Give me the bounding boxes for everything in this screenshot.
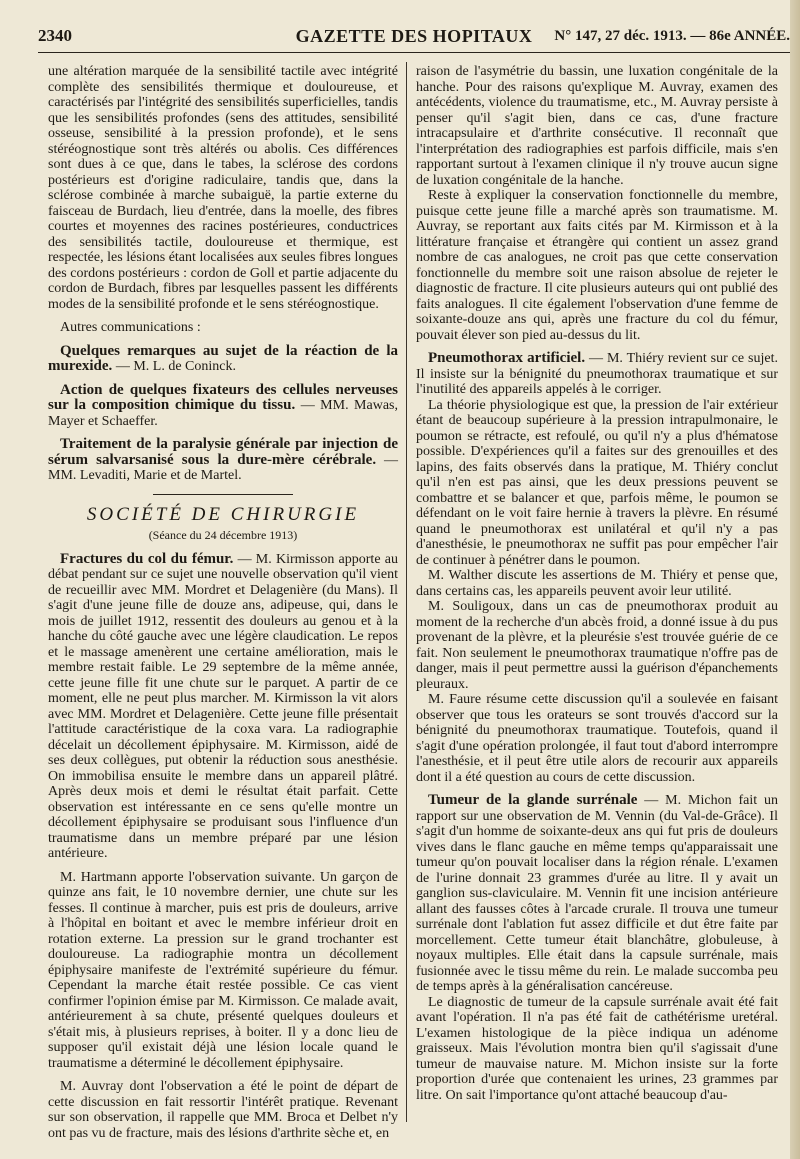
page-edge-stain — [790, 0, 800, 1159]
entry-title: Traitement de la paralysie générale par injection de sérum salvarsanisé sous la dure-mère cérébrale. — [48, 436, 398, 468]
paragraph: La théorie physiologique est que, la pression de l'air extérieur étant de beaucoup supérieure à la pression intrapulmonaire, le poumon se rétracte, est refoulé, ou qu'il n'y a plus d'hématose possible. D'expériences qu'il a faites sur des grenouilles et des lapins, des faits observés dans la pratique, M. Thiéry conclut qu'il n'en est pas ainsi, que les deux pressions peuvent se combattre et se balancer et que, parfois même, le poumon se défendant on le voit faire hernie à travers la plèvre. En résumé quand le pneumothorax est unilatéral et qu'il n'y a pas d'anesthésie, le pneumothorax ne suffit pas pour empêcher l'air de continuer à pénétrer dans le poumon. — [416, 397, 778, 568]
issue-info: N° 147, 27 déc. 1913. — 86e ANNÉE. — [554, 28, 790, 44]
column-divider — [406, 62, 407, 1122]
paragraph: Reste à expliquer la conservation fonctionnelle du membre, puisque cette jeune fille a marché après son traumatisme. M. Auvray, se reportant aux faits cités par M. Kirmisson et à la littérature française et étrangère qui contient un assez grand nombre de cas analogues, ne croit pas que cette conservation fonctionnelle du membre soit une raison absolue de rejeter le diagnostic de fracture. Il cite plusieurs auteurs qui ont publié des faits analogues. Il cite également l'observation d'une femme de soixante-douze ans qui, après une fracture du col du fémur, pouvait élever son pied au-dessus du lit. — [416, 188, 778, 343]
article-entry — [416, 793, 778, 995]
entry-title: Pneumothorax artificiel. — [428, 350, 586, 366]
article-entry — [48, 552, 398, 862]
entry-text: — M. Michon fait un rapport sur une observation de M. Vennin (du Val-de-Grâce). Il s'agit d'un homme de soixante-deux ans qui fut pris de douleurs vives dans le flanc gauche en même temps qu'apparaissait une tumeur qu'on pouvait localiser dans la région rénale. L'examen de l'urine donnait 23 grammes d'urée au litre. Il y avait un ganglion sus-claviculaire. M. Vennin fit une incision antérieure allant des fausses côtes à l'arcade crurale. Il trouva une tumeur surrénale dont l'ablation fut assez difficile et dut être faite par morcellement. Cette tumeur était blanchâtre, globuleuse, à noyaux multiples. Elle était dans la capsule surrénale, mais fusionnée avec le tissu même du rein. Le malade succomba peu de temps après à la généralisation cancéreuse. — [416, 793, 778, 994]
journal-title: GAZETTE DES HOPITAUX — [295, 26, 533, 46]
paragraph: une altération marquée de la sensibilité tactile avec intégrité complète des sensibilités thermique et douloureuse, et caractérisés par l'intégrité des sensibilités superficielles, tandis que les sensibilités profondes (sens des attitudes, sensibilité osseuse, sensibilité à la pression profonde), et le sens stéréognostique sont très altérés ou abolis. Ces différences sont dues à ce que, dans le tabes, la sclérose des cordons postérieurs est d'origine radiculaire, tandis que, dans la sclérose combinée à marche subaiguë, la partie externe du faisceau de Burdach, lieu d'entrée, dans la moelle, des fibres courtes et moyennes des racines postérieures, conductrices des sensibilités tactile, douloureuse et thermique, est respectée, les lésions étant localisées aux seules fibres longues des cordons postérieurs : cordon de Goll et partie adjacente du cordon de Burdach, fibres par lesquelles passent les différents modes de la sensibilité profonde et le sens stéréognostique. — [48, 64, 398, 312]
communication-entry — [48, 437, 398, 484]
paragraph: raison de l'asymétrie du bassin, une luxation congénitale de la hanche. Pour des raisons qu'explique M. Auvray, examen des antécédents, violence du traumatisme, etc., M. Auvray persiste à penser qu'il s'agit bien, dans ce cas, d'une fracture intracapsulaire et d'arthrite consécutive. Il reconnaît que l'interprétation des radiographies est parfois difficile, mais s'en rapportant surtout à l'examen clinique il n'y trouve aucun signe de luxation congénitale de la hanche. — [416, 64, 778, 188]
paragraph: Le diagnostic de tumeur de la capsule surrénale avait été fait avant l'opération. Il n'a pas été fait de cathétérisme uretéral. L'examen histologique de la pièce indiqua un adénome graisseux. Mais l'évolution montra bien qu'il s'agissait d'une tumeur de mauvaise nature. M. Michon insiste sur la forte proportion d'urée que contenaient les urines, 23 grammes par litre. On sait l'importance qu'ont attaché beaucoup d'au- — [416, 994, 778, 1103]
entry-title: Action de quelques fixateurs des cellules nerveuses sur la composition chimique du tissu. — [48, 381, 398, 413]
ornament-rule — [153, 494, 293, 495]
article-entry — [416, 351, 778, 398]
paragraph: M. Hartmann apporte l'observation suivante. Un garçon de quinze ans fait, le 10 novembre dernier, une chute sur les fesses. Il continue à marcher, puis est pris de douleurs, arrive à l'hôpital en boitant et avec le membre inférieur droit en rotation externe. La pression sur le grand trochanter est douloureuse. La radiographie montra un décollement épiphysaire manifeste de l'extrémité supérieure du fémur. Cependant la marche était restée possible. Ce cas vient confirmer l'opinion émise par M. Kirmisson. Ce malade avait, antérieurement à sa chute, présenté quelques douleurs et s'était mis, à plusieurs reprises, à boiter. Il y a donc lieu de supposer qu'il existait déjà une lésion locale quand le traumatisme a déterminé le décollement épiphysaire. — [48, 869, 398, 1071]
entry-title: Fractures du col du fémur. — [60, 550, 234, 567]
communication-entry — [48, 383, 398, 430]
society-heading: SOCIÉTÉ DE CHIRURGIE — [86, 503, 360, 525]
session-date: (Séance du 24 décembre 1913) — [148, 528, 298, 542]
left-column — [48, 64, 398, 1141]
entry-title: Quelques remarques au sujet de la réaction de la murexide. — [48, 342, 398, 374]
communication-entry — [48, 344, 398, 375]
entry-text: — M. Thiéry revient sur ce sujet. Il insiste sur la bénignité du pneumothorax traumatique et sur l'inutilité des appareils appelés à le corriger. — [416, 351, 778, 397]
paragraph: M. Faure résume cette discussion qu'il a soulevée en faisant observer que tous les orateurs se sont trouvés d'accord sur la bénignité du pneumothorax traumatique. Toutefois, quand il s'agit d'une opération prolongée, il faut tout d'abord interrompre l'anesthésie, et il peut être utile alors de recourir aux appareils dont il a été question au cours de cette discussion. — [416, 692, 778, 785]
paragraph: M. Walther discute les assertions de M. Thiéry et pense que, dans certains cas, les appareils peuvent avoir leur utilité. — [416, 568, 778, 599]
entry-text: — M. Kirmisson apporte au débat pendant sur ce sujet une nouvelle observation qu'il vient de recueillir avec MM. Mordret et Delagenière (du Mans). Il s'agit d'une jeune fille de douze ans, adipeuse, qui, dans le mois de juillet 1912, ressentit des douleurs au genou et à la hanche du côté gauche avec une légère claudication. Le repos et le massage amenèrent une certaine amélioration, mais le membre restait faible. Le 29 septembre de la même année, cette jeune fille fit une chute sur le parquet. A partir de ce moment, elle ne peut plus marcher. M. Kirmisson la vit alors avec MM. Mordret et Delagenière. Cette jeune fille présentait l'attitude caractéristique de la coxa vara. La radiographie décelait un décollement épiphysaire. M. Kirmisson, aidé de ses deux collègues, put obtenir la réduction sous anesthésie. On immobilisa ensuite le membre dans un appareil plâtré. Après deux mois et demi le résultat était parfait. Cette observation est intéressante en ce sens qu'elle montre un décollement épiphysaire se produisant sous l'influence d'un traumatisme dans un membre préparé par une lésion antérieure. — [48, 551, 398, 861]
entry-authors: — M. L. de Coninck. — [112, 359, 236, 374]
other-communications-label: Autres communications : — [60, 320, 201, 335]
entry-authors: — MM. Levaditi, Marie et de Martel. — [48, 452, 398, 483]
paragraph: M. Souligoux, dans un cas de pneumothorax produit au moment de la recherche d'un abcès froid, a donné issue à du pus provenant de la plèvre, et la pleurésie s'est trouvée guérie de ce fait. Non seulement le pneumothorax traumatique n'offre pas de danger, mais il peut permettre aussi la guérison d'épanchements pleuraux. — [416, 599, 778, 692]
entry-authors: — MM. Mawas, Mayer et Schaeffer. — [48, 398, 398, 429]
paragraph: M. Auvray dont l'observation a été le point de départ de cette discussion en fait ressortir l'intérêt pratique. Revenant sur son observation, il rappelle que MM. Broca et Delbet n'y ont pas vu de fracture, mais des lésions d'arthrite sèche et, en — [48, 1079, 398, 1141]
right-column — [416, 64, 778, 1103]
entry-title: Tumeur de la glande surrénale — [428, 792, 638, 808]
section-ornament — [48, 494, 398, 495]
page-header — [38, 22, 790, 53]
page-number: 2340 — [38, 26, 72, 45]
